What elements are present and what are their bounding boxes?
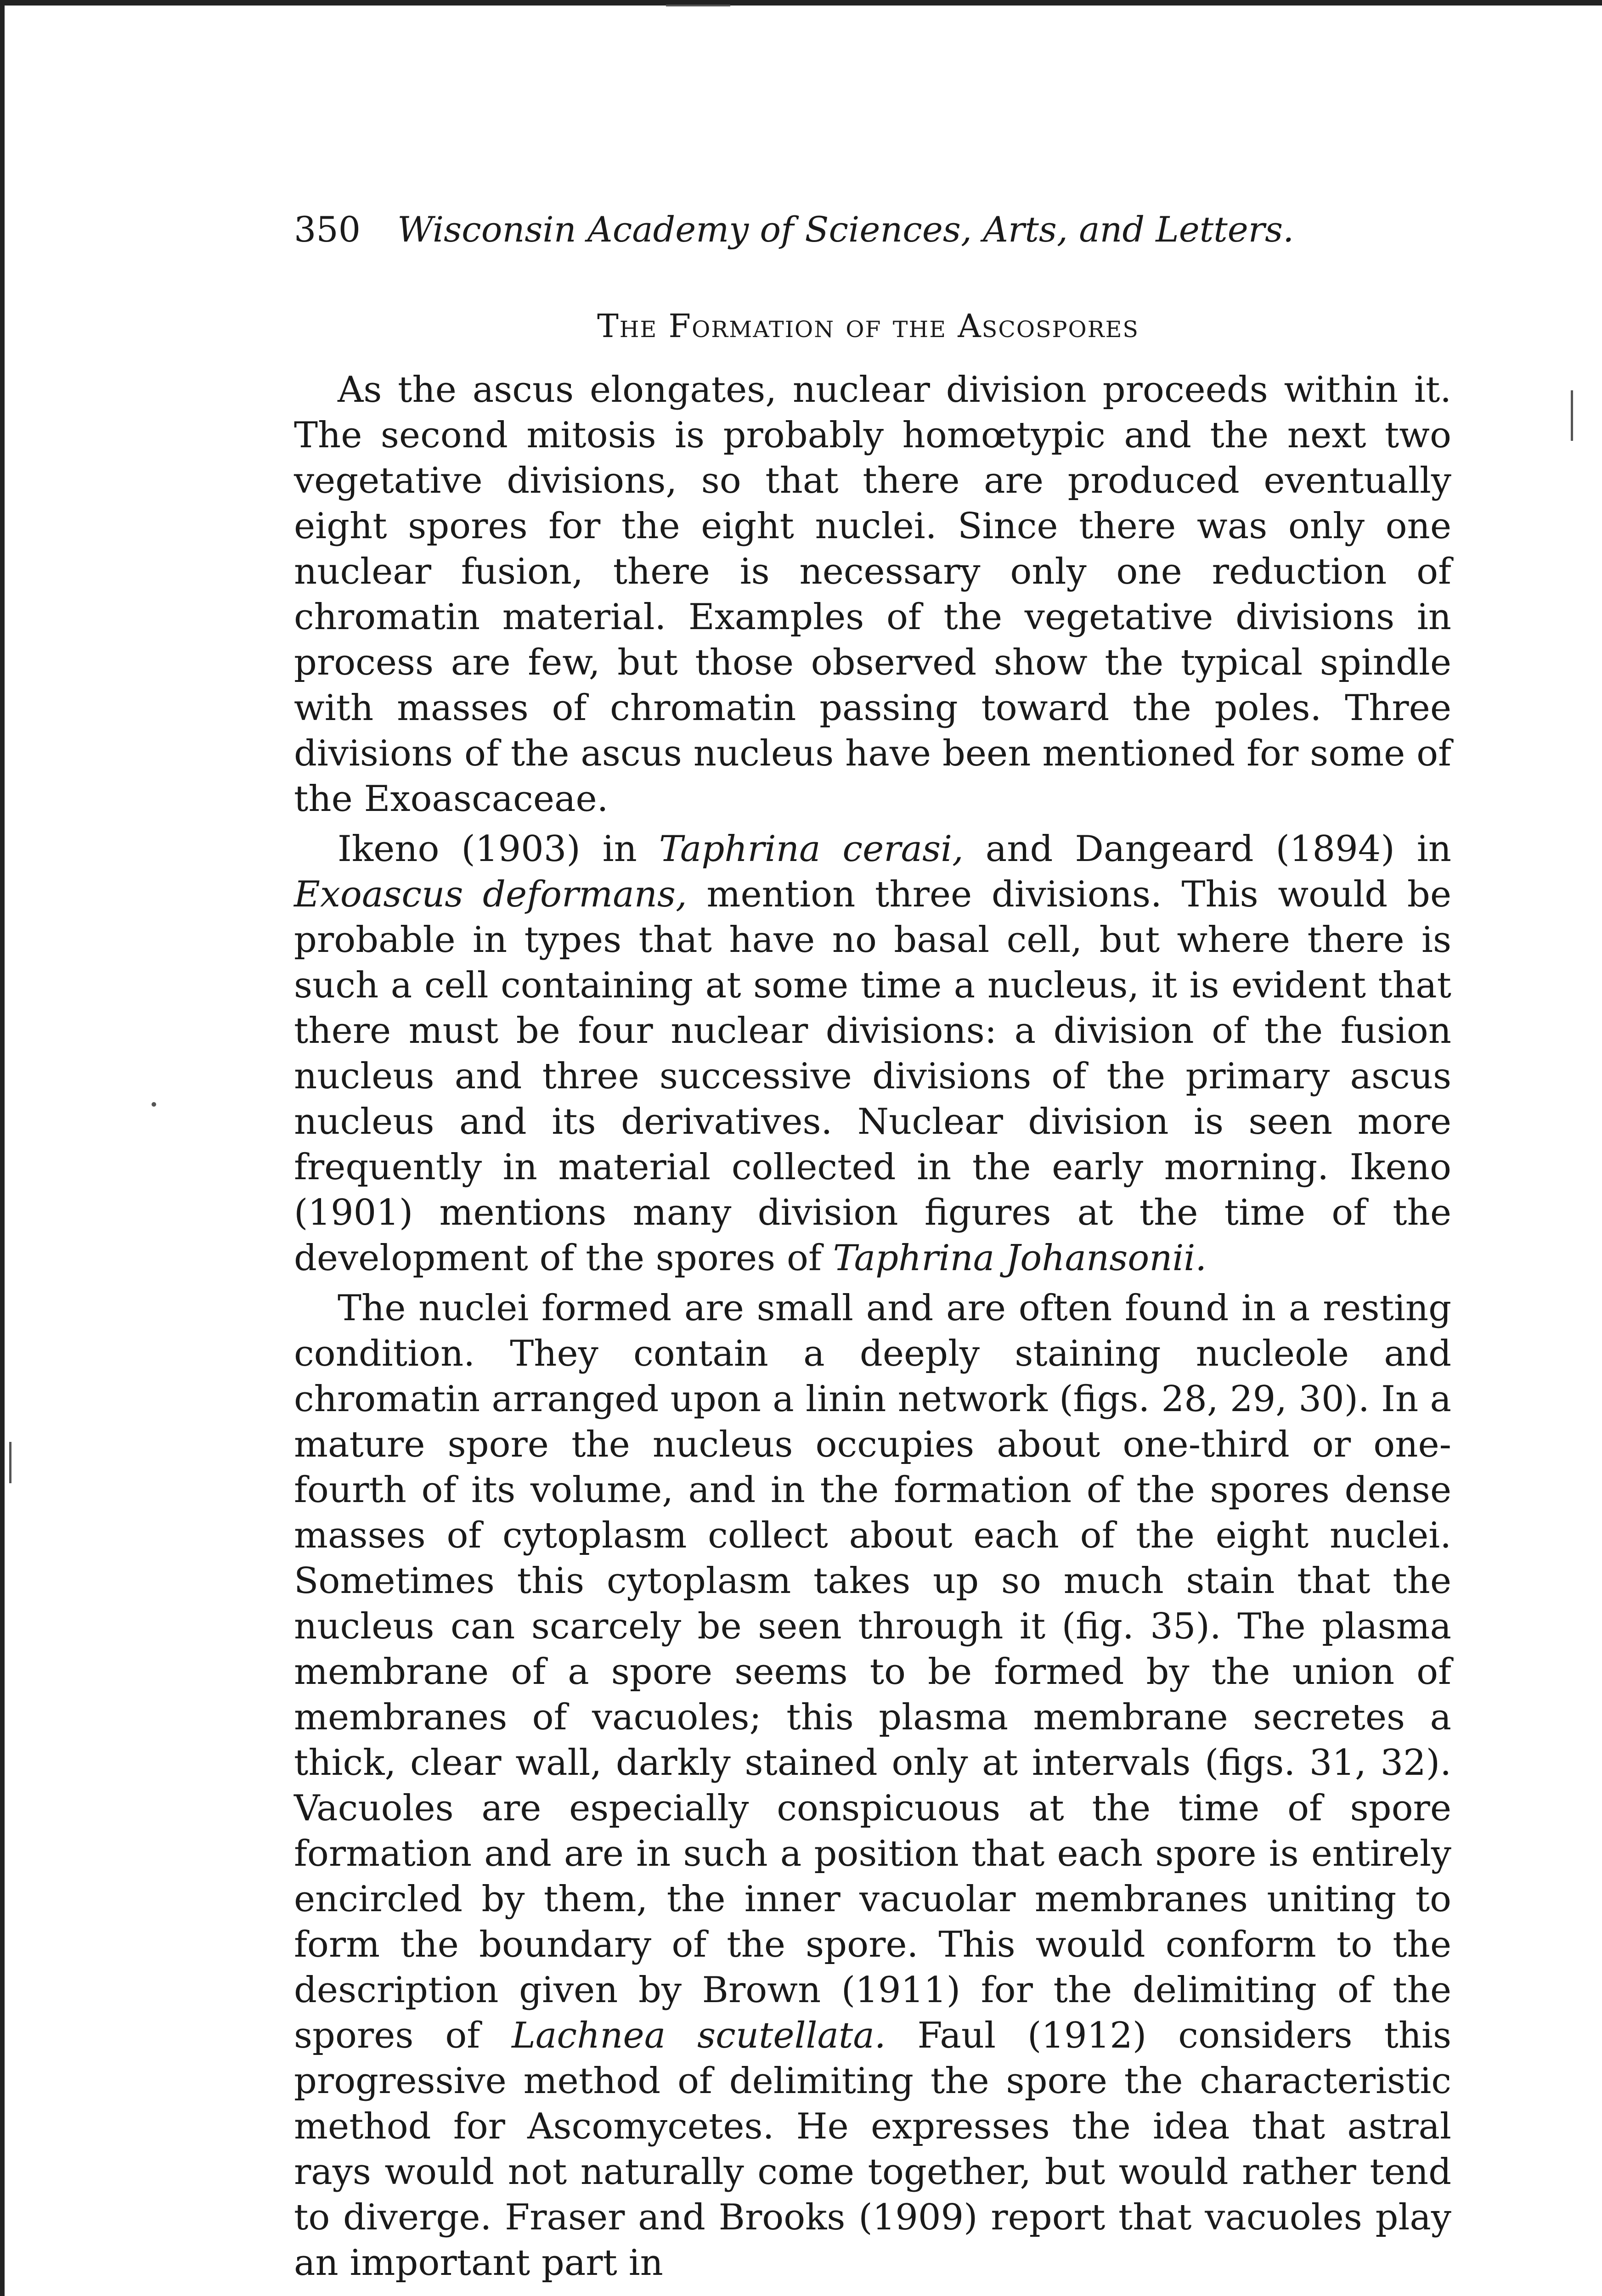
body-text <box>294 367 1451 2290</box>
scan-edge-left <box>0 0 5 2296</box>
section-title: The Formation of the Ascospores <box>597 307 1139 345</box>
paragraph-text: The nuclei formed are small and are often found in a resting condition. They contain a deeply staining nucleole and chromatin arranged upon a linin network (figs. 28, 29, 30). In a mature spore the nucleus occupies about one-third or one-fourth of its volume, and in the formation of the spores dense masses of cytoplasm collect about each of the eight nuclei. Sometimes this cytoplasm takes up so much stain that the nucleus can scarcely be seen through it (fig. 35). The plasma membrane of a spore seems to be formed by the union of membranes of vacuoles; this plasma membrane secretes a thick, clear wall, darkly stained only at intervals (figs. 31, 32). Vacuoles are especially conspicuous at the time of spore formation and are in such a position that each spore is entirely encircled by them, the inner vacuolar membranes uniting to form the boundary of the spore. This would conform to the description given by Brown (1911) for the delimiting of the spores of <box>294 1288 1451 2056</box>
scan-mark <box>9 1442 11 1483</box>
paragraph-3 <box>294 1286 1451 2286</box>
paragraph-text: Ikeno (1903) in <box>338 828 659 870</box>
paragraph-text: Faul (1912) considers this progressive method of delimiting the spore the characteristic method for Ascomycetes. He expresses the idea that astral rays would not naturally come together, but would rather tend to diverge. Fraser and Brooks (1909) report that vacuoles play an important part in <box>294 2015 1452 2284</box>
scan-mark <box>1571 390 1573 441</box>
scan-mark <box>152 1102 156 1107</box>
running-title: Wisconsin Academy of Sciences, Arts, and Letters. <box>397 209 1294 250</box>
species-name: Lachnea scutellata. <box>512 2015 886 2056</box>
scan-mark <box>666 5 730 6</box>
page-header <box>294 202 1314 257</box>
page-number: 350 <box>294 209 361 250</box>
species-name: Taphrina cerasi, <box>659 828 964 870</box>
species-name: Taphrina Johansonii. <box>833 1238 1207 1279</box>
paragraph-2 <box>294 827 1451 1281</box>
scan-edge-top <box>0 0 1602 6</box>
paragraph-text: As the ascus elongates, nuclear division proceeds within it. The second mitosis is probably homœtypic and the next two vegetative divisions, so that there are produced eventually eight spores for the eight nuclei. Since there was only one nuclear fusion, there is necessary only one reduction of chromatin material. Examples of the vegetative divisions in process are few, but those observed show the typical spindle with masses of chromatin passing toward the poles. Three divisions of the ascus nucleus have been mentioned for some of the Exoascaceae. <box>294 369 1451 820</box>
paragraph-text: mention three divisions. This would be probable in types that have no basal cell, but where there is such a cell containing at some time a nucleus, it is evident that there must be four nuclear divisions: a division of the fusion nucleus and three successive divisions of the primary ascus nucleus and its derivatives. Nuclear division is seen more frequently in material collected in the early morning. Ikeno (1901) mentions many division figures at the time of the development of the spores of <box>294 874 1452 1279</box>
paragraph-1 <box>294 367 1451 822</box>
paragraph-text: and Dangeard (1894) in <box>963 828 1451 870</box>
species-name: Exoascus deformans, <box>294 874 687 915</box>
